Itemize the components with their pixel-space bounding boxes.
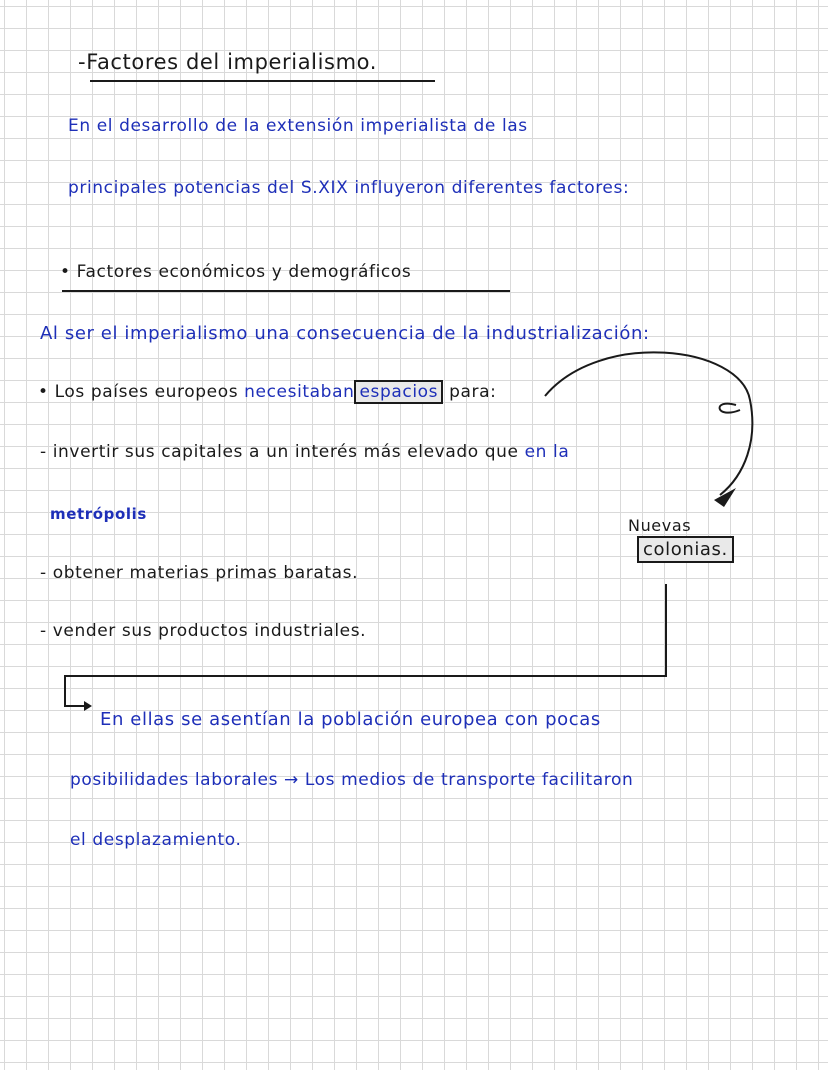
- reason-1-c: en la: [524, 442, 570, 462]
- bullet-verb: necesitaban: [244, 382, 355, 402]
- lead-line: Al ser el imperialismo una consecuencia de la industrialización:: [40, 323, 650, 344]
- reason-1-continuation: metrópolis: [50, 505, 147, 523]
- reason-2: - obtener materias primas baratas.: [40, 563, 359, 583]
- curved-arrow-line: [545, 352, 752, 495]
- conclusion-line-1: En ellas se asentían la población europea con pocas: [100, 709, 601, 730]
- intro-line-1: En el desarrollo de la extensión imperialista de las: [68, 116, 528, 136]
- reason-1-b: a un interés más elevado que: [249, 442, 519, 462]
- section-title: Factores económicos y demográficos: [76, 262, 412, 282]
- elbow-arrow-line: [65, 584, 666, 706]
- intro-line-2: principales potencias del S.XIX influyeron diferentes factores:: [68, 178, 630, 198]
- curved-arrow-loop: [720, 404, 740, 413]
- bullet-dot: •: [38, 382, 49, 402]
- bullet-before: Los países europeos: [54, 382, 239, 402]
- reason-1-a: - invertir sus capitales: [40, 442, 244, 462]
- reason-3: - vender sus productos industriales.: [40, 621, 367, 641]
- conclusion-line-3: el desplazamiento.: [70, 830, 242, 850]
- section-bullet: •: [60, 262, 71, 282]
- bullet-after: para:: [449, 382, 497, 402]
- conclusion-line-2: posibilidades laborales → Los medios de transporte facilitaron: [70, 770, 634, 790]
- note-label: Nuevas: [628, 516, 692, 535]
- boxed-colonias: colonias.: [637, 536, 734, 563]
- heading-dash: -: [78, 50, 87, 74]
- elbow-arrow-head: [84, 701, 92, 711]
- heading-title: Factores del imperialismo.: [86, 50, 378, 74]
- boxed-espacios: espacios: [354, 380, 443, 404]
